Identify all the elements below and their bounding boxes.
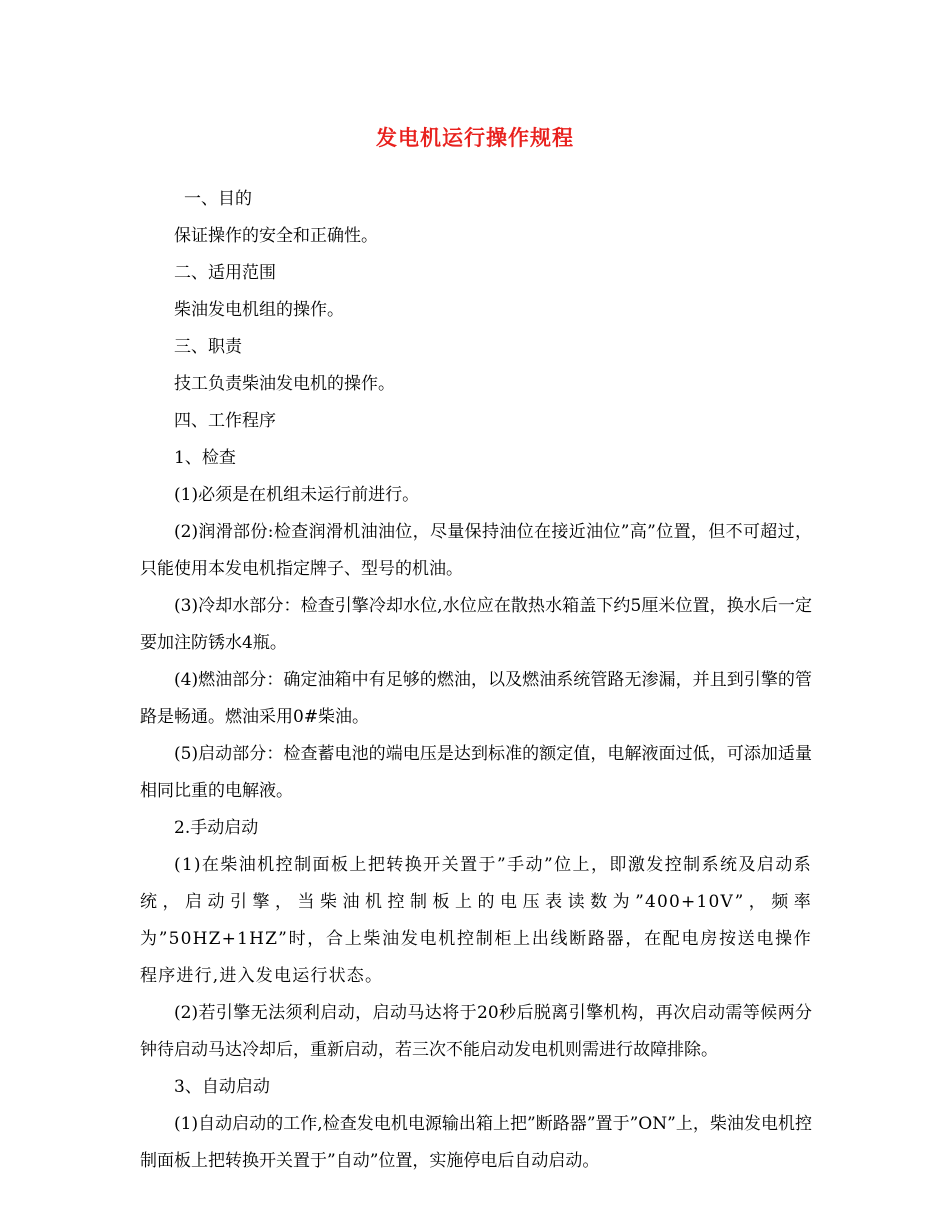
list-item: (4)燃油部分：确定油箱中有足够的燃油，以及燃油系统管路无渗漏，并且到引擎的管路是畅通。燃油采用0#柴油。 [140,670,812,727]
subsection-heading-inspection: 1、检查 [174,448,236,468]
document-body [140,181,812,1180]
section-heading-procedure: 四、工作程序 [174,411,276,431]
section-heading-scope: 二、适用范围 [174,263,276,283]
paragraph: 柴油发电机组的操作。 [174,300,344,320]
list-item: (1)自动启动的工作,检查发电机电源输出箱上把”断路器”置于”ON”上，柴油发电机控制面板上把转换开关置于”自动”位置，实施停电后自动启动。 [140,1114,812,1171]
list-item: (5)启动部分：检查蓄电池的端电压是达到标准的额定值，电解液面过低，可添加适量相同比重的电解液。 [140,744,812,801]
paragraph: 技工负责柴油发电机的操作。 [174,374,395,394]
section-heading-purpose: 一、目的 [184,189,252,209]
list-item: (2)润滑部份:检查润滑机油油位，尽量保持油位在接近油位”高”位置，但不可超过，只能使用本发电机指定牌子、型号的机油。 [140,522,812,579]
list-item: (2)若引擎无法须利启动，启动马达将于20秒后脱离引擎机构，再次启动需等候两分钟待启动马达冷却后，重新启动，若三次不能启动发电机则需进行故障排除。 [140,1003,812,1060]
list-item: (3)冷却水部分：检查引擎冷却水位,水位应在散热水箱盖下约5厘米位置，换水后一定要加注防锈水4瓶。 [140,596,812,653]
subsection-heading-auto-start: 3、自动启动 [174,1077,270,1097]
list-item: (1)必须是在机组未运行前进行。 [174,485,420,505]
subsection-heading-manual-start: 2.手动启动 [174,818,259,838]
paragraph: 保证操作的安全和正确性。 [174,226,378,246]
list-item: (1)在柴油机控制面板上把转换开关置于”手动”位上，即激发控制系统及启动系统，启动引擎，当柴油机控制板上的电压表读数为”400+10V”，频率为”50HZ+1HZ”时，合上柴油发电机控制柜上出线断路器，在配电房按送电操作程序进行,进入发电运行状态。 [140,855,812,986]
section-heading-responsibility: 三、职责 [174,337,242,357]
document-title: 发电机运行操作规程 [376,125,574,150]
